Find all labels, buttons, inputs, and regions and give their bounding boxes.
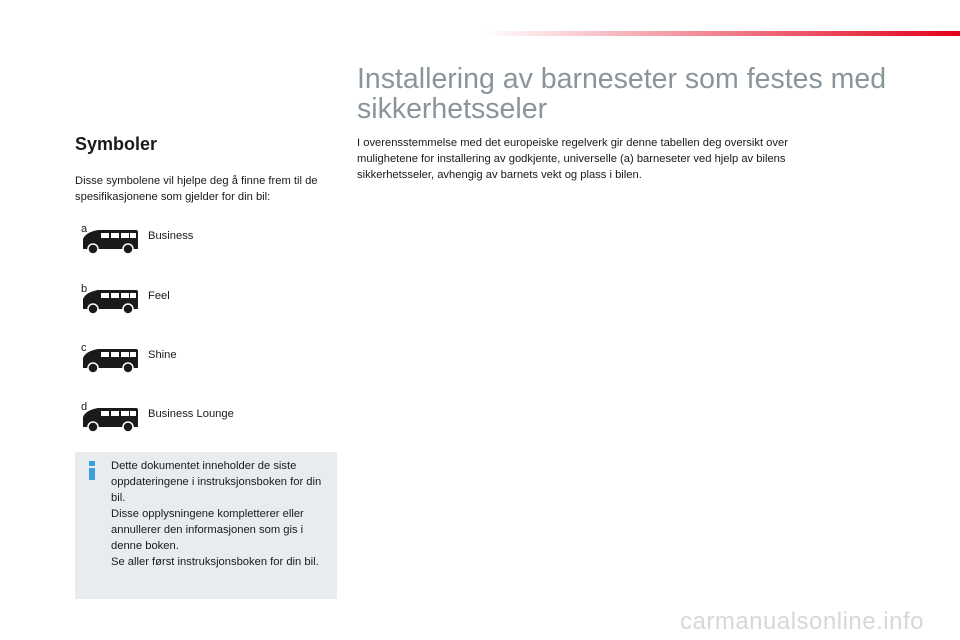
trim-letter: b [81,283,88,295]
trim-letter: c [81,342,87,354]
watermark: carmanualsonline.info [680,608,924,635]
info-note-box [75,452,337,599]
van-icon [80,341,140,377]
note-line: Se aller først instruksjonsboken for din bil. [111,556,319,568]
van-icon [80,282,140,318]
header-accent-bar [484,31,960,36]
note-line: Disse opplysningene kompletterer eller annullerer den informasjonen som gis i denne boken. [111,508,304,552]
trim-letter: d [81,401,88,413]
page-title [357,64,927,124]
trim-item-feel [80,282,340,318]
trim-label: Business [148,230,194,242]
trim-letter: a [81,223,88,235]
trim-label: Business Lounge [148,408,234,420]
trim-item-business-lounge [80,400,340,436]
main-intro-paragraph: I overensstemmelse med det europeiske regelverk gir denne tabellen deg oversikt over mulighetene for installering av godkjente, universelle (a) barneseter ved hjelp av bilens sikkerhetsseler, avhengig av barnets vekt og plass i bilen. [357,137,788,181]
symbols-heading: Symboler [75,134,158,154]
page-title-line: Installering av barneseter som festes med [357,63,887,95]
van-icon [80,222,140,258]
trim-item-business [80,222,340,258]
trim-label: Feel [148,290,170,302]
info-note-text [111,458,329,570]
info-icon [84,460,100,480]
van-icon [80,400,140,436]
note-line: Dette dokumentet inneholder de siste oppdateringene i instruksjonsboken for din bil. [111,460,322,504]
trim-item-shine [80,341,340,377]
page-title-line: sikkerhetsseler [357,93,548,125]
trim-label: Shine [148,349,177,361]
symbols-intro: Disse symbolene vil hjelpe deg å finne frem til de spesifikasjonene som gjelder for din bil: [75,175,318,203]
